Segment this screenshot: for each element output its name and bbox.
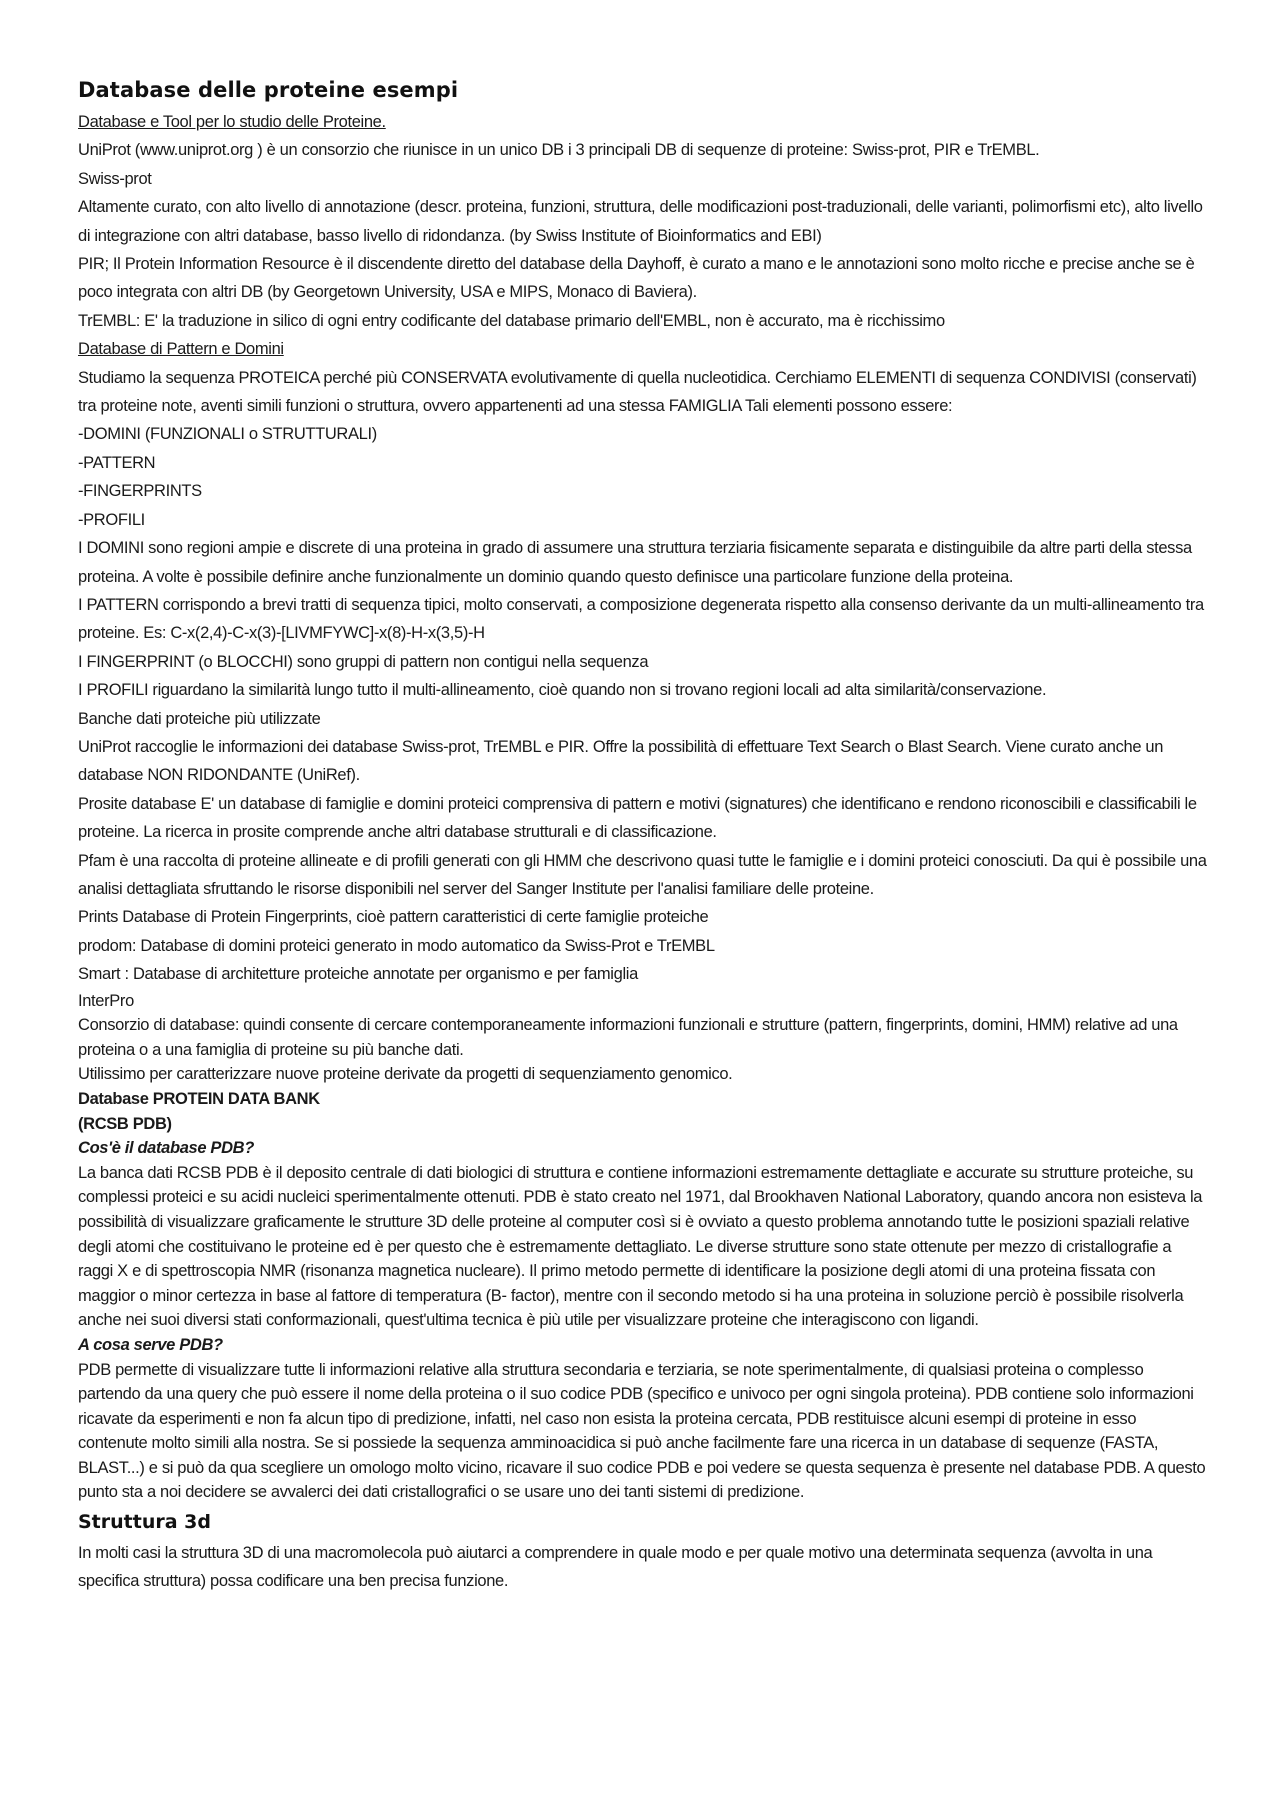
uniprot-intro: UniProt (www.uniprot.org ) è un consorzio che riunisce in un unico DB i 3 principali DB di sequenze di proteine: Swiss-prot, PIR e TrEMBL.: [78, 141, 1040, 160]
fingerprint-description: I FINGERPRINT (o BLOCCHI) sono gruppi di pattern non contigui nella sequenza: [78, 652, 649, 671]
uniprot-description: UniProt raccoglie le informazioni dei database Swiss-prot, TrEMBL e PIR. Offre la possibilità di effettuare Text Search o Blast Search. Viene curato anche un database NON RIDONDANTE (UniRef).: [78, 737, 1164, 785]
smart-description: Smart : Database di architetture proteiche annotate per organismo e per famiglia: [78, 965, 638, 984]
document-page: [78, 78, 1208, 1596]
section-database-tools: [78, 108, 1208, 989]
element-item: -FINGERPRINTS: [78, 482, 202, 501]
trembl-description: TrEMBL: E' la traduzione in silico di ogni entry codificante del database primario dell'EMBL, non è accurato, ma è ricchissimo: [78, 311, 945, 330]
document-title: Database delle proteine esempi: [78, 78, 459, 102]
pir-description: PIR; Il Protein Information Resource è il discendente diretto del database della Dayhoff, è curato a mano e le annotazioni sono molto ricche e precise anche se è poco integrata con altri DB (by Georgetown University, USA e MIPS, Monaco di Baviera).: [78, 255, 1195, 302]
swissprot-description: Altamente curato, con alto livello di annotazione (descr. proteina, funzioni, struttura, delle modificazioni post-traduzionali, delle varianti, polimorfismi etc), alto livello di integrazione con altri database, basso livello di ridondanza. (by Swiss Institute of Bioinformatics and EBI): [78, 198, 1203, 245]
pattern-description: I PATTERN corrispondo a brevi tratti di sequenza tipici, molto conservati, a composizione degenerata rispetto alla consenso derivante da un multi-allineamento tra proteine. Es: C-x(2,4)-C-x(3)-[LIVMFYWC]-x(8)-H-x(3,5)-H: [78, 595, 1204, 643]
pfam-description: Pfam è una raccolta di proteine allineate e di profili generati con gli HMM che descrivono quasi tutte le famiglie e i domini proteici conosciuti. Da qui è possibile una analisi dettagliata sfruttando le risorse disponibili nel server del Sanger Institute per l'analisi familiare delle proteine.: [78, 851, 1207, 898]
interpro-use: Utilissimo per caratterizzare nuove proteine derivate da progetti di sequenziamento genomico.: [78, 1065, 733, 1084]
pdb-question: Cos'è il database PDB?: [78, 1139, 254, 1158]
pdb-answer: La banca dati RCSB PDB è il deposito centrale di dati biologici di struttura e contiene informazioni estremamente dettagliate e accurate su strutture proteiche, su complessi proteici e su acidi nucleici sperimentalmente ottenuti. PDB è stato creato nel 1971, dal Brookhaven National Laboratory, quando ancora non esisteva la possibilità di visualizzare graficamente le strutture 3D delle proteine al computer così si è ovviato a questo problema annotando tutte le posizioni spaziali relative degli atomi che costituivano le proteine ed è per questo che è estremamente dettagliato. Le diverse strutture sono state ottenute per mezzo di cristallografie a raggi X e di spettroscopia NMR (risonanza magnetica nucleare). Il primo metodo permette di identificare la posizione degli atomi di una proteina fissata con maggior o minor certezza in base al fattore di temperatura (B- factor), mentre con il secondo metodo si ha una proteina in soluzione perciò è possibile risolverla anche nei suoi diversi stati conformazionali, quest'ultima tecnica è più utile per visualizzare proteine che interagiscono con ligandi.: [78, 1163, 1203, 1330]
section-struttura-3d: [78, 1511, 1208, 1596]
pdb-heading-sub: (RCSB PDB): [78, 1114, 172, 1133]
section-interpro-pdb: [78, 989, 1208, 1505]
interpro-description: Consorzio di database: quindi consente di cercare contemporaneamente informazioni funzionali e strutture (pattern, fingerprints, domini, HMM) relative ad una proteina o a una famiglia di proteine su più banche dati.: [78, 1016, 1178, 1059]
pdb-answer: PDB permette di visualizzare tutte li informazioni relative alla struttura secondaria e terziaria, se note sperimentalmente, di qualsiasi proteina o complesso partendo da una query che può essere il nome della proteina o il suo codice PDB (specifico e univoco per ogni singola proteina). PDB contiene solo informazioni ricavate da esperimenti e non fa alcun tipo di predizione, infatti, nel caso non esista la proteina cercata, PDB restituisce alcuni esempi di proteine in esso contenute molto simili alla nostra. Se si possiede la sequenza amminoacidica si può anche facilmente fare una ricerca in un database di sequenze (FASTA, BLAST...) e si può da qua scegliere un omologo molto vicino, ricavare il suo codice PDB e poi vedere se questa sequenza è presente nel database PDB. A questo punto sta a noi decidere se avvalerci dei dati cristallografici o se usare uno dei tanti sistemi di predizione.: [78, 1360, 1206, 1502]
domini-description: I DOMINI sono regioni ampie e discrete di una proteina in grado di assumere una struttura terziaria fisicamente separata e distinguibile da altre parti della stessa proteina. A volte è possibile definire anche funzionalmente un dominio quando questo definisce una particolare funzione della proteina.: [78, 539, 1192, 586]
pattern-heading: Database di Pattern e Domini: [78, 340, 284, 359]
pdb-question: A cosa serve PDB?: [78, 1335, 223, 1354]
prosite-description: Prosite database E' un database di famiglie e domini proteici comprensiva di pattern e motivi (signatures) che identificano e rendono riconoscibili e classificabili le proteine. La ricerca in prosite comprende anche altri database strutturali e di classificazione.: [78, 794, 1197, 842]
profili-description: I PROFILI riguardano la similarità lungo tutto il multi-allineamento, cioè quando non si trovano regioni locali ad alta similarità/conservazione.: [78, 681, 1047, 700]
element-item: -PROFILI: [78, 510, 145, 529]
banche-heading: Banche dati proteiche più utilizzate: [78, 709, 321, 728]
prodom-description: prodom: Database di domini proteici generato in modo automatico da Swiss-Prot e TrEMBL: [78, 936, 715, 955]
section-subtitle: Database e Tool per lo studio delle Proteine.: [78, 113, 386, 131]
swissprot-label: Swiss-prot: [78, 169, 152, 188]
struttura-description: In molti casi la struttura 3D di una macromolecola può aiutarci a comprendere in quale modo e per quale motivo una determinata sequenza (avvolta in una specifica struttura) possa codificare una ben precisa funzione.: [78, 1544, 1153, 1591]
pattern-intro: Studiamo la sequenza PROTEICA perché più CONSERVATA evolutivamente di quella nucleotidica. Cerchiamo ELEMENTI di sequenza CONDIVISI (conservati) tra proteine note, aventi simili funzioni o struttura, ovvero appartenenti ad una stessa FAMIGLIA Tali elementi possono essere:: [78, 368, 1197, 416]
section-heading: Struttura 3d: [78, 1511, 211, 1534]
prints-description: Prints Database di Protein Fingerprints, cioè pattern caratteristici di certe famiglie proteiche: [78, 908, 709, 927]
element-item: -DOMINI (FUNZIONALI o STRUTTURALI): [78, 425, 377, 444]
interpro-label: InterPro: [78, 991, 134, 1010]
element-item: -PATTERN: [78, 453, 156, 472]
pdb-heading: Database PROTEIN DATA BANK: [78, 1089, 320, 1108]
